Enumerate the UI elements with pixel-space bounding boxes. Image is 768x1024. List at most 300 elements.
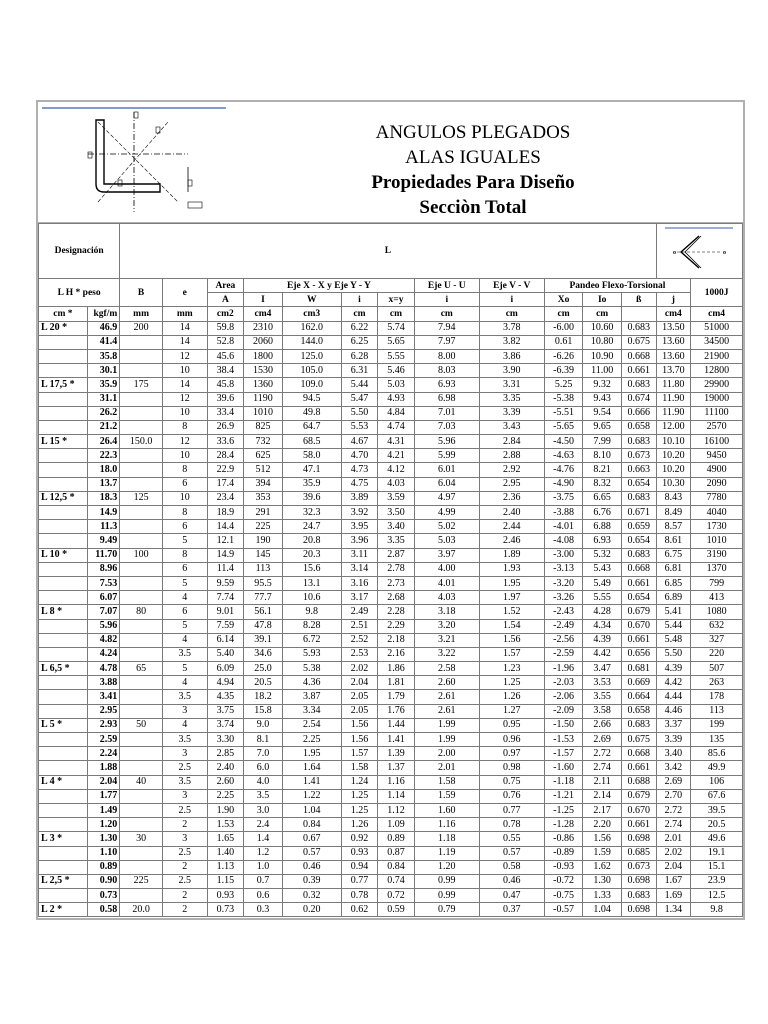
value-cell: 0.683 <box>621 321 656 335</box>
value-cell: 1.2 <box>244 846 283 860</box>
b-cell <box>120 647 163 661</box>
designation-cell <box>39 576 88 590</box>
value-cell: 0.77 <box>341 874 378 888</box>
title-block <box>338 120 608 220</box>
value-cell: 4.31 <box>378 435 415 449</box>
b-cell <box>120 463 163 477</box>
value-cell: 15.1 <box>691 860 743 874</box>
value-cell: 4.93 <box>378 392 415 406</box>
value-cell: 9.8 <box>691 903 743 917</box>
value-cell: 4 <box>162 633 207 647</box>
unit-cell: cm4 <box>656 307 691 321</box>
value-cell: 5.40 <box>207 647 244 661</box>
table-row <box>39 406 743 420</box>
weight-cell: 11.70 <box>87 548 120 562</box>
value-cell: 17.4 <box>207 477 244 491</box>
value-cell: 3.22 <box>414 647 479 661</box>
b-cell <box>120 420 163 434</box>
value-cell: 5.03 <box>378 378 415 392</box>
b-cell <box>120 860 163 874</box>
weight-cell: 3.88 <box>87 676 120 690</box>
value-cell: 1.56 <box>583 832 622 846</box>
b-cell: 80 <box>120 605 163 619</box>
value-cell: 1.20 <box>414 860 479 874</box>
weight-cell: 4.78 <box>87 662 120 676</box>
w-header: W <box>282 293 341 307</box>
value-cell: 6.0 <box>244 761 283 775</box>
value-cell: 2.4 <box>244 818 283 832</box>
table-row <box>39 733 743 747</box>
weight-cell: 2.59 <box>87 733 120 747</box>
value-cell: 14.4 <box>207 520 244 534</box>
xo-header: Xo <box>544 293 583 307</box>
value-cell: 2.5 <box>162 846 207 860</box>
j-header: j <box>656 293 691 307</box>
value-cell: 2.11 <box>583 775 622 789</box>
value-cell: 3.0 <box>244 803 283 817</box>
properties-table <box>38 223 743 917</box>
value-cell: 1.99 <box>414 733 479 747</box>
designation-cell <box>39 633 88 647</box>
weight-cell: 11.3 <box>87 520 120 534</box>
value-cell: -0.93 <box>544 860 583 874</box>
value-cell: 21900 <box>691 349 743 363</box>
value-cell: 38.4 <box>207 364 244 378</box>
value-cell: 2.74 <box>656 818 691 832</box>
value-cell: 20.3 <box>282 548 341 562</box>
value-cell: 9.32 <box>583 378 622 392</box>
beta-header: ß <box>621 293 656 307</box>
value-cell: 3 <box>162 747 207 761</box>
value-cell: 2.84 <box>479 435 544 449</box>
value-cell: 3.47 <box>583 662 622 676</box>
value-cell: 1.22 <box>282 789 341 803</box>
value-cell: 12 <box>162 392 207 406</box>
value-cell: 0.75 <box>479 775 544 789</box>
value-cell: 32.3 <box>282 506 341 520</box>
value-cell: 4.35 <box>207 690 244 704</box>
value-cell: 105.0 <box>282 364 341 378</box>
weight-cell: 35.8 <box>87 349 120 363</box>
value-cell: 7.74 <box>207 591 244 605</box>
value-cell: 4 <box>162 591 207 605</box>
weight-cell: 5.96 <box>87 619 120 633</box>
value-cell: 11.00 <box>583 364 622 378</box>
designation-cell <box>39 761 88 775</box>
value-cell: 0.58 <box>479 860 544 874</box>
designation-cell <box>39 747 88 761</box>
value-cell: 5.49 <box>583 576 622 590</box>
value-cell: 2.29 <box>378 619 415 633</box>
value-cell: 0.661 <box>621 633 656 647</box>
designation-cell <box>39 733 88 747</box>
value-cell: 6.81 <box>656 562 691 576</box>
designation-cell: L 10 * <box>39 548 88 562</box>
b-cell <box>120 576 163 590</box>
weight-cell: 1.20 <box>87 818 120 832</box>
value-cell: 49.9 <box>691 761 743 775</box>
1000j-header: 1000J <box>691 279 743 307</box>
value-cell: 113 <box>691 704 743 718</box>
svg-text:o: o <box>673 250 677 256</box>
b-cell: 150.0 <box>120 435 163 449</box>
value-cell: -0.89 <box>544 846 583 860</box>
value-cell: 0.93 <box>341 846 378 860</box>
value-cell: 3.74 <box>207 718 244 732</box>
value-cell: 1.33 <box>583 889 622 903</box>
table-row <box>39 775 743 789</box>
value-cell: 1530 <box>244 364 283 378</box>
designation-cell <box>39 420 88 434</box>
value-cell: 12.1 <box>207 534 244 548</box>
value-cell: 2.73 <box>378 576 415 590</box>
table-row <box>39 874 743 888</box>
weight-cell: 6.07 <box>87 591 120 605</box>
value-cell: 1.41 <box>282 775 341 789</box>
value-cell: 6.85 <box>656 576 691 590</box>
value-cell: 2.02 <box>656 846 691 860</box>
value-cell: 2.60 <box>414 676 479 690</box>
e-header: e <box>162 279 207 307</box>
value-cell: 8 <box>162 420 207 434</box>
designation-cell: L 15 * <box>39 435 88 449</box>
unit-cell: mm <box>162 307 207 321</box>
value-cell: 13.60 <box>656 349 691 363</box>
value-cell: 1.99 <box>414 718 479 732</box>
value-cell: 13.70 <box>656 364 691 378</box>
value-cell: -5.38 <box>544 392 583 406</box>
table-row <box>39 435 743 449</box>
value-cell: 5.50 <box>341 406 378 420</box>
header-row-1 <box>39 279 743 293</box>
value-cell: 6.31 <box>341 364 378 378</box>
value-cell: 0.673 <box>621 860 656 874</box>
value-cell: 10 <box>162 364 207 378</box>
b-cell <box>120 803 163 817</box>
value-cell: 2.49 <box>341 605 378 619</box>
value-cell: 1.97 <box>479 591 544 605</box>
value-cell: 3.20 <box>414 619 479 633</box>
value-cell: 2.52 <box>341 633 378 647</box>
b-cell <box>120 392 163 406</box>
value-cell: 2.18 <box>378 633 415 647</box>
value-cell: 1.59 <box>583 846 622 860</box>
value-cell: 9450 <box>691 449 743 463</box>
weight-cell: 22.3 <box>87 449 120 463</box>
value-cell: 0.698 <box>621 903 656 917</box>
designation-cell: L 17,5 * <box>39 378 88 392</box>
value-cell: 0.46 <box>282 860 341 874</box>
value-cell: 2.04 <box>656 860 691 874</box>
table-row <box>39 676 743 690</box>
value-cell: 9.59 <box>207 576 244 590</box>
value-cell: 1.59 <box>414 789 479 803</box>
table-row <box>39 860 743 874</box>
value-cell: 2.46 <box>479 534 544 548</box>
value-cell: 12.5 <box>691 889 743 903</box>
value-cell: 4.21 <box>378 449 415 463</box>
value-cell: 12 <box>162 435 207 449</box>
value-cell: 4.99 <box>414 506 479 520</box>
value-cell: 0.683 <box>621 491 656 505</box>
value-cell: 7.03 <box>414 420 479 434</box>
value-cell: 4.12 <box>378 463 415 477</box>
value-cell: 5.43 <box>583 562 622 576</box>
value-cell: 2.17 <box>583 803 622 817</box>
value-cell: 9.0 <box>244 718 283 732</box>
eje-v-header: Eje V - V <box>479 279 544 293</box>
value-cell: 3.5 <box>244 789 283 803</box>
value-cell: 5.47 <box>341 392 378 406</box>
value-cell: 13.60 <box>656 335 691 349</box>
value-cell: 0.656 <box>621 647 656 661</box>
value-cell: 3.37 <box>656 718 691 732</box>
designation-cell: L 3 * <box>39 832 88 846</box>
value-cell: 1.25 <box>341 803 378 817</box>
value-cell: 1.14 <box>378 789 415 803</box>
value-cell: 45.6 <box>207 349 244 363</box>
value-cell: 625 <box>244 449 283 463</box>
weight-cell: 2.93 <box>87 718 120 732</box>
value-cell: 1.58 <box>341 761 378 775</box>
value-cell: 1.90 <box>207 803 244 817</box>
weight-cell: 2.24 <box>87 747 120 761</box>
value-cell: -2.06 <box>544 690 583 704</box>
value-cell: 4.36 <box>282 676 341 690</box>
value-cell: 2.36 <box>479 491 544 505</box>
value-cell: 3.55 <box>583 690 622 704</box>
b-cell <box>120 676 163 690</box>
value-cell: 8.49 <box>656 506 691 520</box>
value-cell: 3.92 <box>341 506 378 520</box>
table-row <box>39 803 743 817</box>
value-cell: 12 <box>162 349 207 363</box>
value-cell: 2.69 <box>583 733 622 747</box>
weight-cell: 0.73 <box>87 889 120 903</box>
value-cell: -5.65 <box>544 420 583 434</box>
value-cell: 125.0 <box>282 349 341 363</box>
value-cell: 13.1 <box>282 576 341 590</box>
value-cell: 1.27 <box>479 704 544 718</box>
value-cell: 94.5 <box>282 392 341 406</box>
value-cell: 0.661 <box>621 818 656 832</box>
value-cell: -4.08 <box>544 534 583 548</box>
unit-cell: cm <box>544 307 583 321</box>
value-cell: 220 <box>691 647 743 661</box>
value-cell: 5.32 <box>583 548 622 562</box>
designation-cell <box>39 520 88 534</box>
value-cell: 4 <box>162 718 207 732</box>
value-cell: -0.75 <box>544 889 583 903</box>
value-cell: 0.698 <box>621 832 656 846</box>
value-cell: 1.18 <box>414 832 479 846</box>
value-cell: 1.56 <box>341 733 378 747</box>
value-cell: 8.61 <box>656 534 691 548</box>
value-cell: 6.09 <box>207 662 244 676</box>
value-cell: 1.54 <box>479 619 544 633</box>
value-cell: 0.62 <box>341 903 378 917</box>
value-cell: 0.76 <box>479 789 544 803</box>
value-cell: 263 <box>691 676 743 690</box>
value-cell: 6.04 <box>414 477 479 491</box>
value-cell: 1.04 <box>583 903 622 917</box>
value-cell: 2.5 <box>162 803 207 817</box>
value-cell: 4.03 <box>378 477 415 491</box>
value-cell: -3.13 <box>544 562 583 576</box>
value-cell: -6.39 <box>544 364 583 378</box>
value-cell: 0.99 <box>414 874 479 888</box>
unit-cell: cm <box>479 307 544 321</box>
value-cell: 4.00 <box>414 562 479 576</box>
designation-cell <box>39 846 88 860</box>
value-cell: 2.05 <box>341 690 378 704</box>
value-cell: 25.0 <box>244 662 283 676</box>
value-cell: 19.1 <box>691 846 743 860</box>
value-cell: 1.76 <box>378 704 415 718</box>
b-cell: 30 <box>120 832 163 846</box>
value-cell: 3.90 <box>479 364 544 378</box>
b-cell: 65 <box>120 662 163 676</box>
designation-cell: L 6,5 * <box>39 662 88 676</box>
designation-cell: L 20 * <box>39 321 88 335</box>
angle-v-profile-icon <box>659 224 739 274</box>
value-cell: 0.683 <box>621 378 656 392</box>
value-cell: 0.683 <box>621 435 656 449</box>
value-cell: 3 <box>162 704 207 718</box>
b-cell: 20.0 <box>120 903 163 917</box>
value-cell: 10.10 <box>656 435 691 449</box>
value-cell: 1.56 <box>479 633 544 647</box>
value-cell: 4.28 <box>583 605 622 619</box>
value-cell: 1800 <box>244 349 283 363</box>
value-cell: 35.9 <box>282 477 341 491</box>
value-cell: 2 <box>162 818 207 832</box>
value-cell: 109.0 <box>282 378 341 392</box>
value-cell: 3.31 <box>479 378 544 392</box>
value-cell: 1.89 <box>479 548 544 562</box>
value-cell: 4.03 <box>414 591 479 605</box>
weight-cell: 14.9 <box>87 506 120 520</box>
weight-cell: 18.3 <box>87 491 120 505</box>
table-row <box>39 349 743 363</box>
value-cell: 0.47 <box>479 889 544 903</box>
designation-cell <box>39 676 88 690</box>
value-cell: 4.39 <box>656 662 691 676</box>
value-cell: 6 <box>162 520 207 534</box>
value-cell: 39.5 <box>691 803 743 817</box>
value-cell: 5.50 <box>656 647 691 661</box>
value-cell: 0.668 <box>621 747 656 761</box>
table-row <box>39 747 743 761</box>
value-cell: 23.4 <box>207 491 244 505</box>
value-cell: 5.53 <box>341 420 378 434</box>
designation-cell <box>39 335 88 349</box>
value-cell: 64.7 <box>282 420 341 434</box>
designation-cell <box>39 789 88 803</box>
value-cell: 39.6 <box>207 392 244 406</box>
b-cell <box>120 506 163 520</box>
value-cell: 10.20 <box>656 449 691 463</box>
value-cell: 4.84 <box>378 406 415 420</box>
value-cell: 1.93 <box>479 562 544 576</box>
value-cell: 0.84 <box>378 860 415 874</box>
weight-cell: 1.49 <box>87 803 120 817</box>
value-cell: 47.8 <box>244 619 283 633</box>
value-cell: 8.1 <box>244 733 283 747</box>
angle-section-diagram <box>38 102 228 222</box>
table-row <box>39 846 743 860</box>
weight-cell: 1.30 <box>87 832 120 846</box>
table-row <box>39 477 743 491</box>
value-cell: 2.53 <box>341 647 378 661</box>
value-cell: 2.60 <box>207 775 244 789</box>
value-cell: 6.72 <box>282 633 341 647</box>
value-cell: 1.15 <box>207 874 244 888</box>
value-cell: -4.01 <box>544 520 583 534</box>
value-cell: -2.56 <box>544 633 583 647</box>
designation-cell <box>39 349 88 363</box>
value-cell: 2.44 <box>479 520 544 534</box>
value-cell: 20.5 <box>244 676 283 690</box>
value-cell: 12.00 <box>656 420 691 434</box>
value-cell: 2.78 <box>378 562 415 576</box>
value-cell: 1.69 <box>656 889 691 903</box>
value-cell: 56.1 <box>244 605 283 619</box>
unit-cell: cm3 <box>282 307 341 321</box>
value-cell: 3.43 <box>479 420 544 434</box>
value-cell: 1.52 <box>479 605 544 619</box>
value-cell: 8.21 <box>583 463 622 477</box>
value-cell: 1.19 <box>414 846 479 860</box>
value-cell: 327 <box>691 633 743 647</box>
weight-cell: 46.9 <box>87 321 120 335</box>
value-cell: 2060 <box>244 335 283 349</box>
value-cell: 1.67 <box>656 874 691 888</box>
xy-header: x=y <box>378 293 415 307</box>
value-cell: 1.4 <box>244 832 283 846</box>
value-cell: 1.25 <box>479 676 544 690</box>
table-row <box>39 619 743 633</box>
value-cell: 7.94 <box>414 321 479 335</box>
title-line-3: Propiedades Para Diseño <box>371 172 575 193</box>
value-cell: 2.00 <box>414 747 479 761</box>
value-cell: 1.64 <box>282 761 341 775</box>
weight-cell: 1.10 <box>87 846 120 860</box>
value-cell: 3.35 <box>378 534 415 548</box>
value-cell: 3.14 <box>341 562 378 576</box>
value-cell: 0.39 <box>282 874 341 888</box>
table-row <box>39 335 743 349</box>
value-cell: 1.25 <box>341 789 378 803</box>
table-row <box>39 690 743 704</box>
value-cell: 1010 <box>244 406 283 420</box>
table-row <box>39 364 743 378</box>
i-header: i <box>341 293 378 307</box>
value-cell: 3.5 <box>162 690 207 704</box>
designation-cell <box>39 477 88 491</box>
designation-cell <box>39 562 88 576</box>
value-cell: 2.92 <box>479 463 544 477</box>
value-cell: 2.40 <box>479 506 544 520</box>
value-cell: 0.673 <box>621 449 656 463</box>
table-row <box>39 903 743 917</box>
value-cell: 799 <box>691 576 743 590</box>
value-cell: 1.26 <box>341 818 378 832</box>
b-cell <box>120 364 163 378</box>
value-cell: -2.09 <box>544 704 583 718</box>
value-cell: 49.8 <box>282 406 341 420</box>
unit-cell: cm2 <box>207 307 244 321</box>
